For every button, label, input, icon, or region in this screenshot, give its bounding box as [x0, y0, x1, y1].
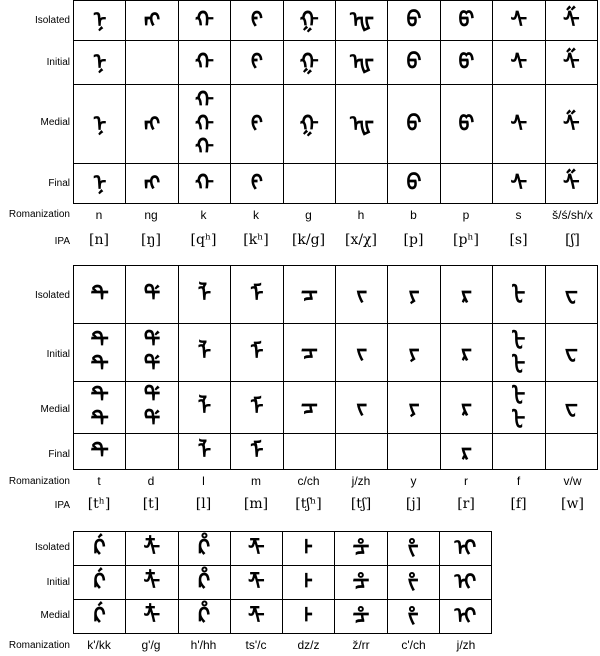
cell-t-final: ᡨ	[74, 434, 126, 470]
romanization-n: n	[95, 208, 103, 222]
cell-c-isolated: ᠴ	[283, 266, 335, 324]
romanization-m: m	[251, 474, 261, 488]
cell-c-initial	[283, 324, 335, 382]
cell-y-isolated: ᠶ	[388, 266, 440, 324]
cell-f-final	[493, 434, 545, 470]
romanization-p: p	[462, 208, 470, 222]
cell-r-final: ᠷ	[440, 434, 492, 470]
ipa-h: [x/χ]	[344, 232, 378, 248]
cell-m-final: ᠮ	[231, 434, 283, 470]
cell-k-final: ᠬ	[178, 163, 230, 203]
row-label-medial: Medial	[40, 404, 70, 415]
row-label-initial: Initial	[46, 349, 70, 360]
romanization-r: r	[464, 474, 468, 488]
cell-y-initial	[388, 324, 440, 382]
cell-ts-isolated: ᡯ	[230, 532, 282, 566]
table-row-medial	[74, 382, 598, 434]
ipa-n: [n]	[89, 232, 109, 248]
glyph: ᡫ	[512, 351, 526, 377]
cell-ng-medial	[126, 85, 178, 163]
ipa-p: [pʰ]	[453, 232, 479, 248]
cell-zh-isolated: ᡳ	[439, 532, 491, 566]
row-label-romanization: Romanization	[8, 476, 70, 487]
glyph: ᠶ	[408, 394, 420, 420]
glyph: ᡨ	[90, 383, 109, 409]
cell-t-initial	[74, 324, 126, 382]
glyph: ᠨ	[93, 111, 107, 137]
cell-ts-medial: ᡯ	[230, 600, 282, 634]
cell-d-final	[126, 434, 178, 470]
cell-hh-initial: ᡭ	[178, 566, 230, 600]
cell-hh-medial: ᡭ	[178, 600, 230, 634]
cell-n-final: ᠨ	[74, 163, 126, 203]
romanization-d: d	[147, 474, 155, 488]
romanization-k2: k	[253, 208, 259, 222]
cell-gg-medial: ᡮ	[126, 600, 178, 634]
cell-rr-initial: ᡱ	[335, 566, 387, 600]
cell-h-medial	[335, 85, 387, 163]
ipa-g: [k/g]	[291, 232, 326, 248]
cell-g-isolated: ᠭ	[283, 1, 335, 41]
cell-s-initial: ᠰ	[493, 41, 545, 85]
cell-j-initial	[335, 324, 387, 382]
cell-rr-isolated: ᡱ	[335, 532, 387, 566]
row-label-initial: Initial	[46, 57, 70, 68]
cell-s-final: ᠰ	[493, 163, 545, 203]
row-label-romanization: Romanization	[8, 209, 70, 220]
romanization-ng: ng	[144, 208, 158, 222]
cell-r-isolated: ᠷ	[440, 266, 492, 324]
ipa-y: [j]	[405, 496, 422, 512]
glyph: ᠪ	[406, 111, 422, 137]
cell-n-isolated: ᠨ	[74, 1, 126, 41]
row-label-final: Final	[48, 449, 70, 460]
ipa-d: [t]	[142, 496, 160, 512]
letter-table-1	[73, 0, 598, 204]
cell-y-medial	[388, 382, 440, 434]
romanization-y: y	[410, 474, 417, 488]
cell-m-initial	[231, 324, 283, 382]
ipa-ng: [ŋ]	[141, 232, 161, 248]
ipa-sh: [ʃ]	[565, 232, 580, 248]
table-row-final	[74, 163, 598, 203]
glyph: ᠾ	[349, 111, 374, 137]
cell-b-isolated: ᠪ	[388, 1, 440, 41]
cell-ch-isolated: ᡲ	[387, 532, 439, 566]
ipa-w: [w]	[561, 496, 584, 512]
ipa-r: [r]	[457, 496, 475, 512]
glyph: ᠬ	[194, 88, 214, 114]
cell-s-isolated: ᠰ	[493, 1, 545, 41]
row-label-medial: Medial	[40, 117, 70, 128]
cell-hh-isolated: ᡭ	[178, 532, 230, 566]
romanization-ts: ts'/c	[245, 638, 267, 652]
glyph: ᡨ	[90, 328, 109, 354]
ipa-j: [tʃ]	[350, 496, 372, 512]
cell-t-isolated: ᡨ	[74, 266, 126, 324]
glyph: ᠴ	[300, 394, 318, 420]
cell-w-final	[545, 434, 597, 470]
glyph: ᠭ	[299, 111, 319, 137]
cell-j-final	[335, 434, 387, 470]
cell-h-isolated: ᠾ	[335, 1, 387, 41]
ipa-c: [tʃʰ]	[295, 496, 322, 512]
cell-dz-initial: ᡰ	[283, 566, 335, 600]
glyph: ᠱ	[562, 111, 580, 137]
cell-f-initial	[493, 324, 545, 382]
cell-g-initial: ᠭ	[283, 41, 335, 85]
romanization-hh: h'/hh	[190, 638, 217, 652]
glyph: ᡫ	[512, 383, 526, 409]
cell-sh-isolated: ᠱ	[545, 1, 597, 41]
ipa-k2: [kʰ]	[243, 232, 269, 248]
cell-m-isolated: ᠮ	[231, 266, 283, 324]
cell-k-initial: ᠬ	[178, 41, 230, 85]
cell-dz-isolated: ᡰ	[283, 532, 335, 566]
glyph: ᠬ	[194, 111, 214, 137]
glyph: ᡩ	[143, 383, 161, 409]
glyph: ᠷ	[460, 339, 472, 365]
glyph: ᡩ	[143, 351, 161, 377]
ipa-b: [p]	[403, 232, 424, 248]
cell-l-medial	[178, 382, 230, 434]
ipa-m: [m]	[243, 496, 269, 512]
cell-ng-initial	[126, 41, 178, 85]
table-row-isolated	[74, 532, 492, 566]
ipa-k: [qʰ]	[190, 232, 217, 248]
glyph: ᠴ	[300, 339, 318, 365]
glyph: ᡫ	[512, 328, 526, 354]
cell-sh-initial: ᠱ	[545, 41, 597, 85]
romanization-gg: g'/g	[141, 638, 161, 652]
letter-table-3	[73, 531, 492, 634]
row-label-medial: Medial	[40, 610, 70, 621]
glyph: ᡫ	[512, 406, 526, 432]
cell-s-medial	[493, 85, 545, 163]
cell-p-initial: ᡦ	[440, 41, 492, 85]
glyph: ᠸ	[564, 394, 578, 420]
row-label-ipa: IPA	[54, 500, 70, 511]
cell-k2-initial: ᠻ	[231, 41, 283, 85]
romanization-g: g	[305, 208, 312, 222]
glyph: ᡨ	[90, 406, 109, 432]
row-label-isolated: Isolated	[34, 290, 70, 301]
table-row-medial	[74, 600, 492, 634]
glyph: ᠻ	[250, 111, 263, 137]
romanization-ch: c'/ch	[401, 638, 426, 652]
row-label-ipa: IPA	[54, 236, 70, 247]
romanization-rr: ž/rr	[352, 638, 370, 652]
cell-b-final: ᠪ	[388, 163, 440, 203]
row-label-isolated: Isolated	[34, 542, 70, 553]
cell-w-isolated: ᠸ	[545, 266, 597, 324]
cell-l-initial	[178, 324, 230, 382]
ipa-s: [s]	[509, 232, 528, 248]
glyph: ᠩ	[143, 111, 161, 137]
glyph: ᡨ	[90, 351, 109, 377]
cell-w-initial	[545, 324, 597, 382]
cell-ng-final: ᠩ	[126, 163, 178, 203]
table-row-isolated	[74, 266, 598, 324]
cell-b-initial: ᠪ	[388, 41, 440, 85]
glyph: ᠷ	[460, 394, 472, 420]
table-row-final	[74, 434, 598, 470]
table-row-initial	[74, 324, 598, 382]
cell-m-medial	[231, 382, 283, 434]
table-row-isolated	[74, 1, 598, 41]
cell-j-medial	[335, 382, 387, 434]
glyph: ᡩ	[143, 328, 161, 354]
row-label-romanization: Romanization	[8, 640, 70, 651]
cell-r-initial	[440, 324, 492, 382]
table-row-initial	[74, 566, 492, 600]
cell-dz-medial: ᡰ	[283, 600, 335, 634]
cell-k2-final: ᠻ	[231, 163, 283, 203]
romanization-sh: š/ś/sh/x	[552, 208, 593, 222]
cell-c-final	[283, 434, 335, 470]
cell-h-final	[335, 163, 387, 203]
cell-kk-initial: ᡬ	[74, 566, 126, 600]
romanization-b: b	[410, 208, 417, 222]
glyph: ᡦ	[458, 111, 475, 137]
romanization-kk: k'/kk	[87, 638, 111, 652]
table-row-medial	[74, 85, 598, 163]
cell-t-medial	[74, 382, 126, 434]
cell-k2-medial	[231, 85, 283, 163]
cell-k2-isolated: ᠻ	[231, 1, 283, 41]
cell-sh-final: ᠱ	[545, 163, 597, 203]
romanization-c: c/ch	[297, 474, 320, 488]
cell-ch-initial: ᡲ	[387, 566, 439, 600]
ipa-l: [l]	[195, 496, 212, 512]
glyph: ᠶ	[408, 339, 420, 365]
cell-ng-isolated: ᠩ	[126, 1, 178, 41]
cell-c-medial	[283, 382, 335, 434]
cell-k-isolated: ᠬ	[178, 1, 230, 41]
romanization-k: k	[200, 208, 207, 222]
romanization-j: j/zh	[351, 474, 371, 488]
cell-g-final	[283, 163, 335, 203]
cell-k-medial	[178, 85, 230, 163]
cell-h-initial: ᠾ	[335, 41, 387, 85]
romanization-h: h	[357, 208, 365, 222]
cell-j-isolated: ᠵ	[335, 266, 387, 324]
cell-p-isolated: ᡦ	[440, 1, 492, 41]
ipa-t: [tʰ]	[87, 496, 111, 512]
romanization-s: s	[515, 208, 522, 222]
row-label-final: Final	[48, 178, 70, 189]
cell-zh-medial: ᡳ	[439, 600, 491, 634]
cell-kk-isolated: ᡬ	[74, 532, 126, 566]
glyph: ᠮ	[250, 339, 264, 365]
cell-y-final	[388, 434, 440, 470]
glyph: ᠵ	[356, 339, 368, 365]
cell-p-final	[440, 163, 492, 203]
cell-d-initial	[126, 324, 178, 382]
glyph: ᠵ	[356, 394, 368, 420]
glyph: ᠸ	[564, 339, 578, 365]
ipa-f: [f]	[510, 496, 527, 512]
glyph: ᡩ	[143, 406, 161, 432]
cell-gg-isolated: ᡮ	[126, 532, 178, 566]
cell-rr-medial: ᡱ	[335, 600, 387, 634]
cell-g-medial	[283, 85, 335, 163]
cell-w-medial	[545, 382, 597, 434]
cell-sh-medial	[545, 85, 597, 163]
cell-zh-initial: ᡳ	[439, 566, 491, 600]
glyph: ᠯ	[197, 394, 212, 420]
cell-l-final: ᠯ	[178, 434, 230, 470]
cell-d-isolated: ᡩ	[126, 266, 178, 324]
romanization-w: v/w	[563, 474, 582, 488]
cell-p-medial	[440, 85, 492, 163]
glyph: ᠰ	[510, 111, 528, 137]
cell-d-medial	[126, 382, 178, 434]
cell-ts-initial: ᡯ	[230, 566, 282, 600]
glyph: ᠯ	[197, 339, 212, 365]
row-label-initial: Initial	[46, 577, 70, 588]
romanization-l: l	[202, 474, 205, 488]
cell-f-medial	[493, 382, 545, 434]
cell-ch-medial: ᡲ	[387, 600, 439, 634]
table-row-initial	[74, 41, 598, 85]
romanization-zh: j/zh	[456, 638, 476, 652]
cell-l-isolated: ᠯ	[178, 266, 230, 324]
cell-n-medial	[74, 85, 126, 163]
cell-b-medial	[388, 85, 440, 163]
cell-kk-medial: ᡬ	[74, 600, 126, 634]
cell-f-isolated: ᡫ	[493, 266, 545, 324]
romanization-dz: dz/z	[297, 638, 320, 652]
cell-n-initial: ᠨ	[74, 41, 126, 85]
glyph: ᠮ	[250, 394, 264, 420]
letter-table-2	[73, 265, 598, 470]
romanization-f: f	[516, 474, 521, 488]
romanization-t: t	[97, 474, 101, 488]
cell-gg-initial: ᡮ	[126, 566, 178, 600]
cell-r-medial	[440, 382, 492, 434]
row-label-isolated: Isolated	[34, 15, 70, 26]
glyph: ᠬ	[194, 134, 214, 160]
